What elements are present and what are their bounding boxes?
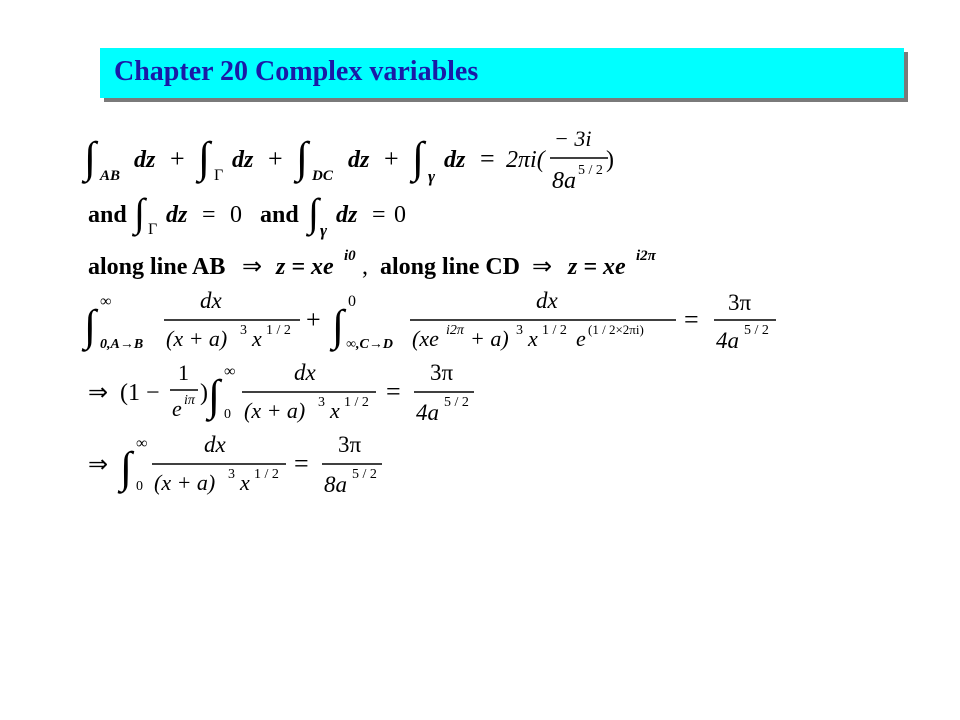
- factor-numerator: 1: [178, 360, 189, 385]
- plus-sign: +: [170, 144, 185, 173]
- integral-sub-gamma-cap: Γ: [148, 221, 158, 238]
- factor-open: (1 −: [120, 380, 160, 406]
- integral-sign: ∫: [198, 133, 211, 182]
- comma: ,: [362, 254, 368, 280]
- numerator-dx: dx: [294, 360, 316, 385]
- zero: 0: [394, 202, 406, 228]
- equation-line-6: [80, 430, 400, 502]
- integral-sign: ∫: [308, 190, 319, 235]
- equals-sign: =: [202, 202, 216, 228]
- z-equals-xe-2: z = xe: [568, 254, 626, 280]
- denominator-base: (x + a): [244, 398, 306, 423]
- numerator-dx: dx: [536, 288, 558, 313]
- rhs-denominator: 4a: [716, 328, 739, 353]
- denominator-plus-a: + a): [470, 326, 509, 351]
- integral-lower-limit: 0: [224, 407, 231, 422]
- denominator-xe: (xe: [412, 326, 439, 351]
- implies-arrow: ⇒: [88, 452, 109, 478]
- equals-sign: =: [294, 449, 309, 478]
- exponent-half: 1 / 2: [344, 395, 369, 410]
- exponent-i2pi: i2π: [636, 248, 656, 264]
- denominator-base: (x + a): [166, 326, 228, 351]
- rhs-denominator: 8a: [324, 472, 347, 497]
- exponent-3: 3: [318, 395, 325, 410]
- integral-sign: ∫: [332, 301, 345, 350]
- equation-line-5: [80, 358, 500, 430]
- plus-sign: +: [306, 305, 321, 334]
- numerator-dx: dx: [200, 288, 222, 313]
- implies-arrow: ⇒: [532, 254, 553, 280]
- equation-line-2-tail: [394, 192, 424, 244]
- plus-sign: +: [268, 144, 283, 173]
- equals-sign: =: [372, 202, 386, 228]
- factor-denominator-exponent: iπ: [184, 393, 195, 408]
- integral-sub-ab: AB: [100, 168, 121, 184]
- denominator-x: x: [330, 398, 340, 423]
- equation-line-4: [80, 288, 780, 360]
- text-along-ab: along line AB: [88, 254, 226, 280]
- dz-term: dz: [444, 147, 466, 173]
- dz-term: dz: [232, 147, 254, 173]
- rhs-numerator: 3π: [338, 432, 362, 457]
- numerator-dx: dx: [204, 432, 226, 457]
- integral-sign: ∫: [134, 190, 145, 235]
- integral-upper-limit: 0: [348, 293, 356, 310]
- equation-line-3: [80, 244, 660, 288]
- integral-upper-limit: ∞: [136, 435, 148, 452]
- integral-sub-dc: DC: [312, 168, 333, 184]
- integral-sign: ∫: [84, 133, 97, 182]
- denominator-base: (x + a): [154, 470, 216, 495]
- integral-sub-gamma-cap: Γ: [214, 167, 224, 184]
- dz-term: dz: [348, 147, 370, 173]
- rhs-denominator-exponent: 5 / 2: [352, 467, 377, 482]
- rhs-close: ): [606, 147, 614, 173]
- integral-lower-limit: 0,A→B: [100, 337, 144, 352]
- exponent-i2pi: i2π: [446, 323, 464, 338]
- implies-arrow: ⇒: [242, 254, 263, 280]
- text-along-cd: along line CD: [380, 254, 521, 280]
- exponent-3: 3: [516, 323, 523, 338]
- plus-sign: +: [384, 144, 399, 173]
- denominator-exponent: 5 / 2: [578, 163, 603, 178]
- integral-lower-limit: ∞,C→D: [346, 337, 393, 352]
- rhs-denominator: 4a: [416, 400, 439, 425]
- slide-title: Chapter 20 Complex variables: [114, 56, 479, 87]
- exponent-half: 1 / 2: [254, 467, 279, 482]
- exponent-3: 3: [240, 323, 247, 338]
- word-and: and: [260, 202, 299, 228]
- integral-sub-gamma: γ: [320, 221, 328, 240]
- exponent-half: 1 / 2: [542, 323, 567, 338]
- denominator-x: x: [252, 326, 262, 351]
- equals-sign: =: [480, 144, 495, 173]
- integral-upper-limit: ∞: [100, 293, 112, 310]
- integral-sign: ∫: [208, 371, 221, 420]
- implies-arrow: ⇒: [88, 380, 109, 406]
- rhs-numerator: 3π: [728, 290, 752, 315]
- integral-sub-gamma: γ: [428, 167, 436, 186]
- fraction-denominator: 8a: [552, 168, 576, 194]
- exponent-i0: i0: [344, 248, 356, 264]
- equation-line-2: [80, 192, 400, 244]
- fraction-numerator: − 3i: [554, 126, 592, 151]
- integral-sign: ∫: [120, 443, 133, 492]
- equation-line-1: [80, 120, 614, 200]
- denominator-e: e: [576, 326, 586, 351]
- dz-term: dz: [336, 202, 358, 228]
- rhs-numerator: 3π: [430, 360, 454, 385]
- integral-sign: ∫: [412, 133, 425, 182]
- zero: 0: [230, 202, 242, 228]
- factor-close: ): [200, 380, 208, 406]
- denominator-x: x: [528, 326, 538, 351]
- integral-lower-limit: 0: [136, 479, 143, 494]
- exponent-e: (1 / 2×2πi): [588, 322, 644, 337]
- integral-sign: ∫: [84, 301, 97, 350]
- integral-upper-limit: ∞: [224, 363, 236, 380]
- integral-sign: ∫: [296, 133, 309, 182]
- word-and: and: [88, 202, 127, 228]
- exponent-3: 3: [228, 467, 235, 482]
- rhs-denominator-exponent: 5 / 2: [744, 323, 769, 338]
- denominator-x: x: [240, 470, 250, 495]
- rhs-prefix: 2πi(: [506, 147, 545, 173]
- z-equals-xe-1: z = xe: [276, 254, 334, 280]
- dz-term: dz: [166, 202, 188, 228]
- rhs-denominator-exponent: 5 / 2: [444, 395, 469, 410]
- exponent-half: 1 / 2: [266, 323, 291, 338]
- dz-term: dz: [134, 147, 156, 173]
- equals-sign: =: [684, 305, 699, 334]
- equals-sign: =: [386, 377, 401, 406]
- factor-denominator: e: [172, 396, 182, 421]
